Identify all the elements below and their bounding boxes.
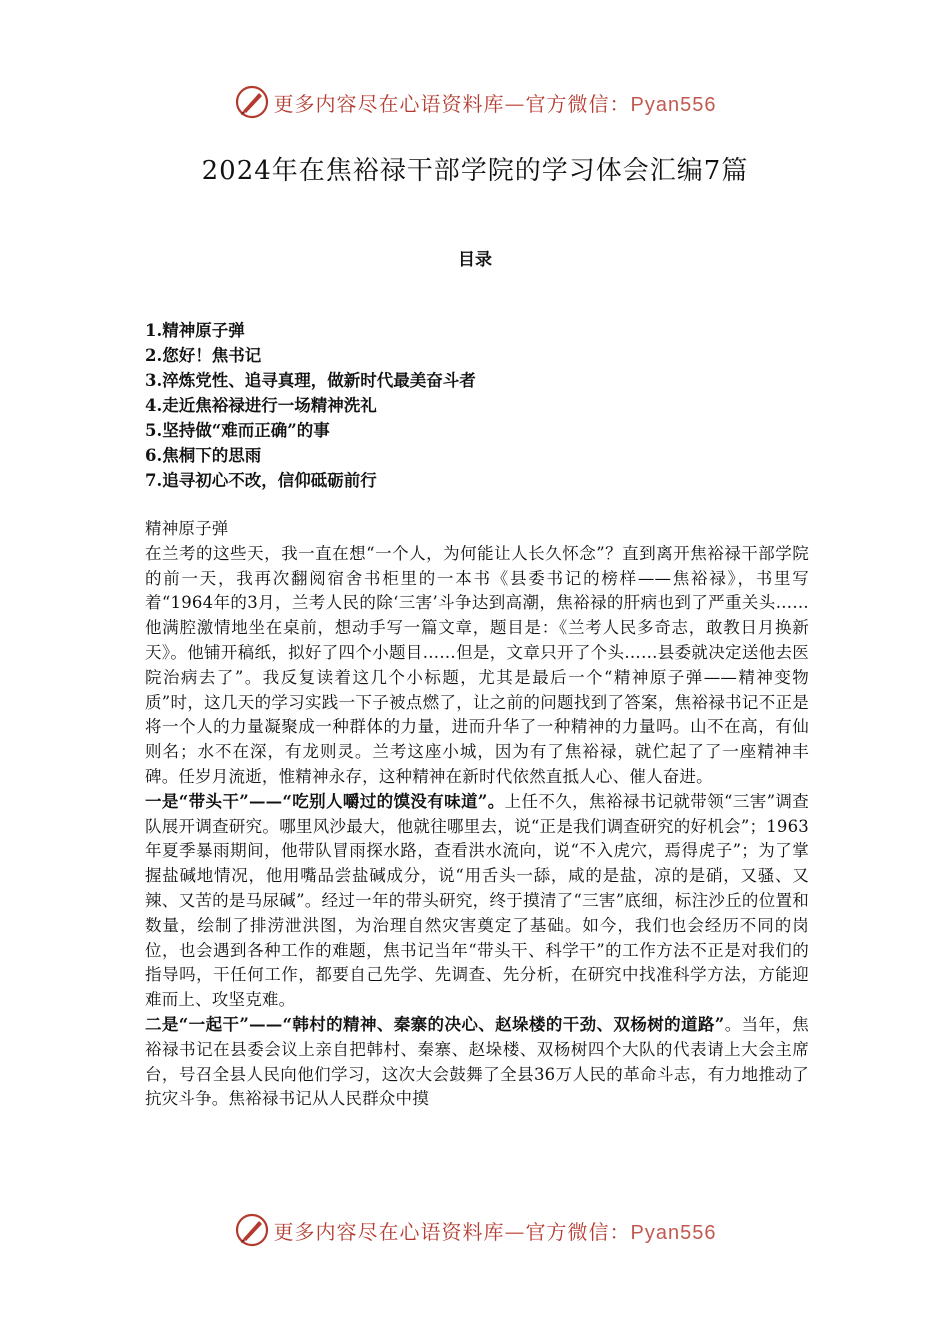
- quill-pen-logo-icon: [234, 1212, 270, 1248]
- paragraph-lead: 一是“带头干”——“吃别人嚼过的馍没有味道”。: [145, 791, 505, 811]
- paragraph-text: 上任不久，焦裕禄书记就带领“三害”调查队展开调查研究。哪里风沙最大，他就往哪里去，说“正是我们调查研究的好机会”；1963年夏季暴雨期间，他带队冒雨探水路，查看洪水流向，说“不入虎穴，焉得虎子”；为了掌握盐碱地情况，他用嘴品尝盐碱成分，说“用舌头一舔，咸的是盐，凉的是硝，又骚、又辣、又苦的是马尿碱”。经过一年的带头研究，终于摸清了“三害”底细，标注沙丘的位置和数量，绘制了排涝泄洪图，为治理自然灾害奠定了基础。如今，我们也会经历不同的岗位，也会遇到各种工作的难题，焦书记当年“带头干、科学干”的工作方法不正是对我们的指导吗，干任何工作，都要自己先学、先调查、先分析，在研究中找准科学方法，方能迎难而上、攻坚克难。: [145, 791, 809, 1010]
- toc-item[interactable]: 4.走近焦裕禄进行一场精神洗礼: [145, 396, 377, 415]
- banner-text: 更多内容尽在心语资料库—官方微信：Pyan556: [273, 1219, 717, 1244]
- toc-item[interactable]: 2.您好！焦书记: [145, 346, 262, 365]
- toc-item[interactable]: 5.坚持做“难而正确”的事: [145, 421, 330, 440]
- toc-item[interactable]: 3.淬炼党性、追寻真理，做新时代最美奋斗者: [145, 371, 476, 390]
- document-title: 2024年在焦裕禄干部学院的学习体会汇编7篇: [201, 156, 749, 186]
- paragraph-text: 。当年，焦裕禄书记在县委会议上亲自把韩村、秦寨、赵垛楼、双杨树四个大队的代表请上大会主席台，号召全县人民向他们学习，这次大会鼓舞了全县36万人民的革命斗志，有力地推动了抗灾斗争。焦裕禄书记从人民群众中摸: [145, 1014, 810, 1109]
- document-body: [145, 517, 809, 1112]
- toc-heading: 目录: [458, 250, 492, 270]
- header-watermark-banner: [0, 82, 950, 122]
- paragraph: [145, 1013, 809, 1112]
- banner-text: 更多内容尽在心语资料库—官方微信：Pyan556: [273, 91, 717, 116]
- quill-pen-logo-icon: [234, 84, 270, 120]
- section-title: 精神原子弹: [145, 519, 229, 538]
- toc-item[interactable]: 1.精神原子弹: [145, 321, 245, 340]
- paragraph-lead: 二是“一起干”——“韩村的精神、秦寨的决心、赵垛楼的干劲、双杨树的道路”: [145, 1014, 725, 1034]
- toc-item[interactable]: 7.追寻初心不改，信仰砥砺前行: [145, 471, 377, 490]
- paragraph: [145, 790, 809, 1013]
- toc-item[interactable]: 6.焦桐下的思雨: [145, 446, 262, 465]
- footer-watermark-banner: [0, 1210, 950, 1250]
- table-of-contents: [145, 318, 476, 493]
- paragraph: 在兰考的这些天，我一直在想“一个人，为何能让人长久怀念”？直到离开焦裕禄干部学院的前一天，我再次翻阅宿舍书柜里的一本书《县委书记的榜样——焦裕禄》，书里写着“1964年的3月，兰考人民的除‘三害’斗争达到高潮，焦裕禄的肝病也到了严重关头……他满腔激情地坐在桌前，想动手写一篇文章，题目是：《兰考人民多奇志，敢教日月换新天》。他铺开稿纸，拟好了四个小题目……但是，文章只开了个头……县委就决定送他去医院治病去了”。我反复读着这几个小标题，尤其是最后一个“精神原子弹——精神变物质”时，这几天的学习实践一下子被点燃了，让之前的问题找到了答案，焦裕禄书记不正是将一个人的力量凝聚成一种群体的力量，进而升华了一种精神的力量吗。山不在高，有仙则名；水不在深，有龙则灵。兰考这座小城，因为有了焦裕禄，就伫起了了一座精神丰碑。任岁月流逝，惟精神永存，这种精神在新时代依然直抵人心、催人奋进。: [145, 543, 809, 786]
